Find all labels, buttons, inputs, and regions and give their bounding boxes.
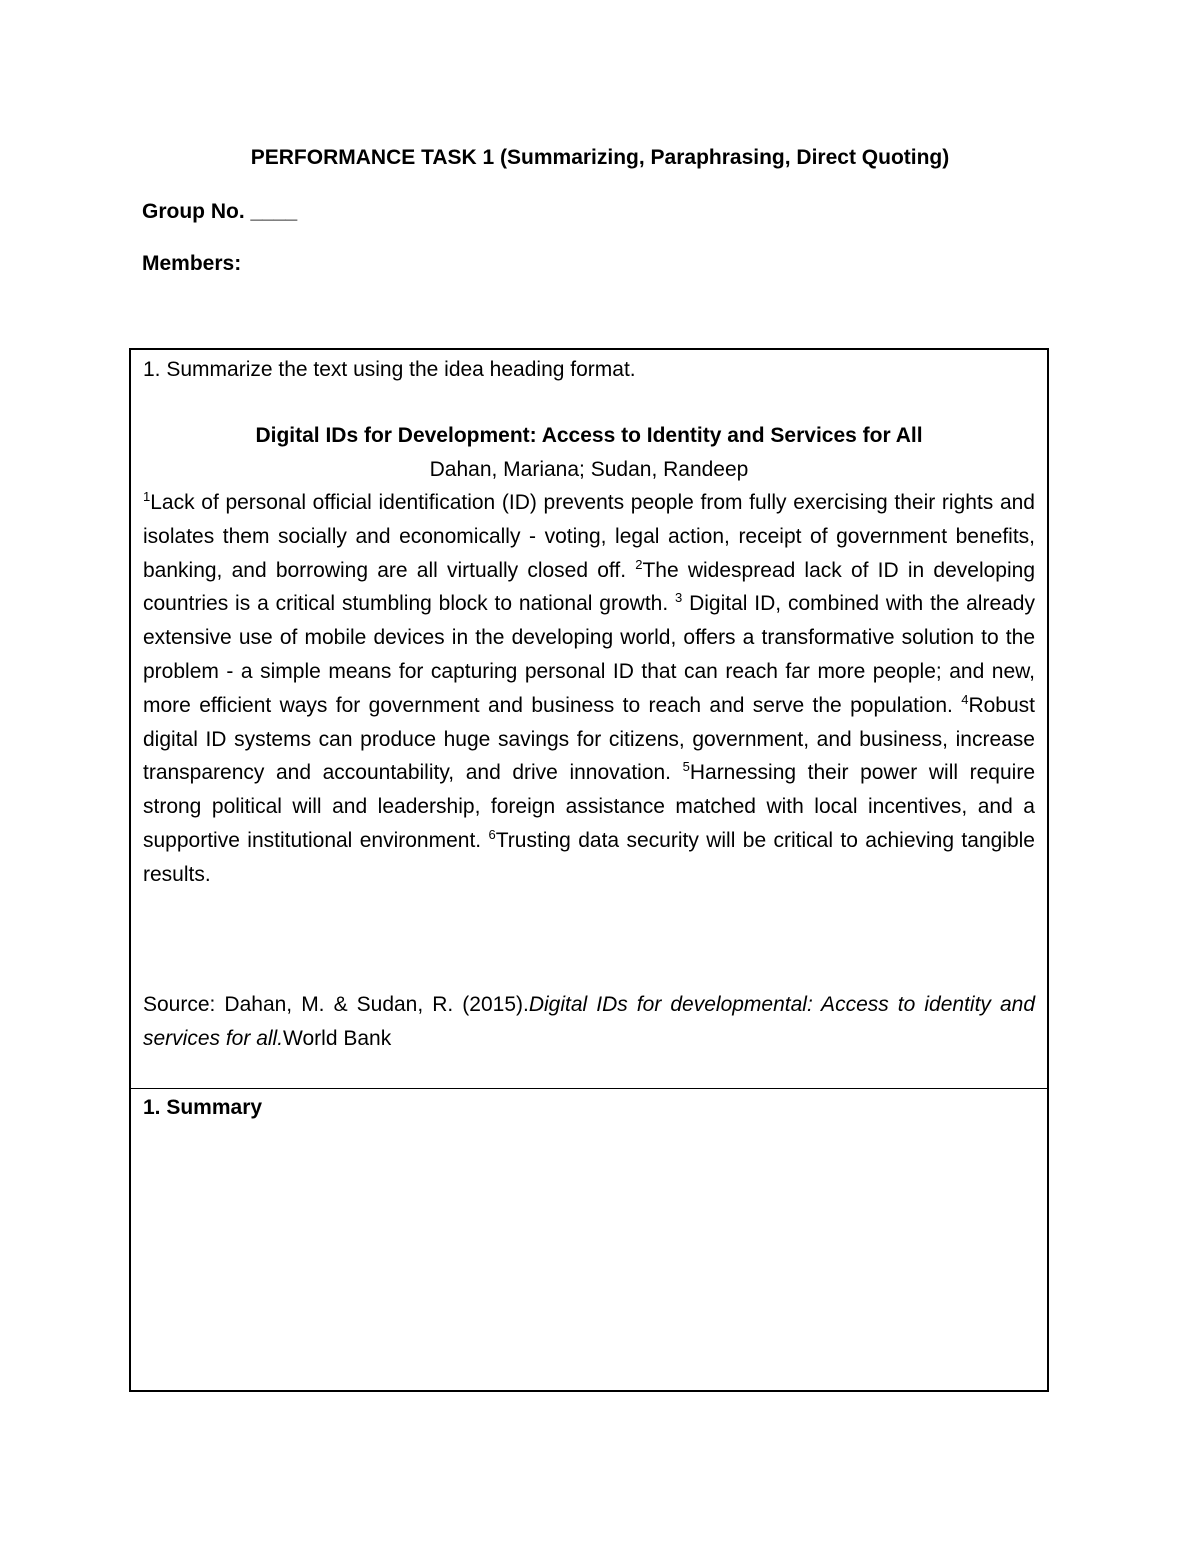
article-title: Digital IDs for Development: Access to Identity and Services for All [255,424,923,447]
sentence-number: 2 [635,556,643,572]
table-divider [131,1088,1047,1089]
sentence-text: Robust digital ID systems can produce huge savings for citizens, government, and business, increase transparency and accountability, and drive innovation. [143,693,1035,785]
task-table [129,348,1049,1392]
members-label: Members: [142,252,242,275]
summary-label: 1. Summary [143,1096,263,1119]
sentence-text: Harnessing their power will require strong political will and leadership, foreign assistance matched with local incentives, and a supportive institutional environment. [143,761,1035,852]
source-publisher: World Bank [283,1026,392,1050]
sentence-number: 5 [682,759,690,775]
sentence-number: 6 [488,826,496,842]
page-title: PERFORMANCE TASK 1 (Summarizing, Paraphrasing, Direct Quoting) [250,146,950,169]
article-authors: Dahan, Mariana; Sudan, Randeep [429,458,749,481]
article-passage [143,486,1035,892]
source-citation [143,988,1035,1056]
sentence-text: Lack of personal official identification (ID) prevents people from fully exercising their rights and isolates them socially and economically - voting, legal action, receipt of government benefits, banking, and borrowing are all virtually closed off. [143,491,1035,582]
group-number-label: Group No. ____ [142,200,298,223]
sentence-text: Digital ID, combined with the already extensive use of mobile devices in the developing world, offers a transformative solution to the problem - a simple means for capturing personal ID that can reach far more people; and new, more efficient ways for government and business to reach and serve the population. [143,592,1035,717]
sentence-text: Trusting data security will be critical to achieving tangible results. [143,828,1035,886]
task-instruction: 1. Summarize the text using the idea heading format. [143,358,636,381]
sentence-number: 3 [675,590,683,606]
sentence-text: The widespread lack of ID in developing countries is a critical stumbling block to national growth. [143,558,1035,616]
sentence-number: 1 [143,489,151,504]
sentence-number: 4 [961,691,969,707]
source-prefix: Source: Dahan, M. & Sudan, R. (2015). [143,993,529,1016]
source-title: Digital IDs for developmental: Access to identity and services for all. [143,993,1035,1050]
